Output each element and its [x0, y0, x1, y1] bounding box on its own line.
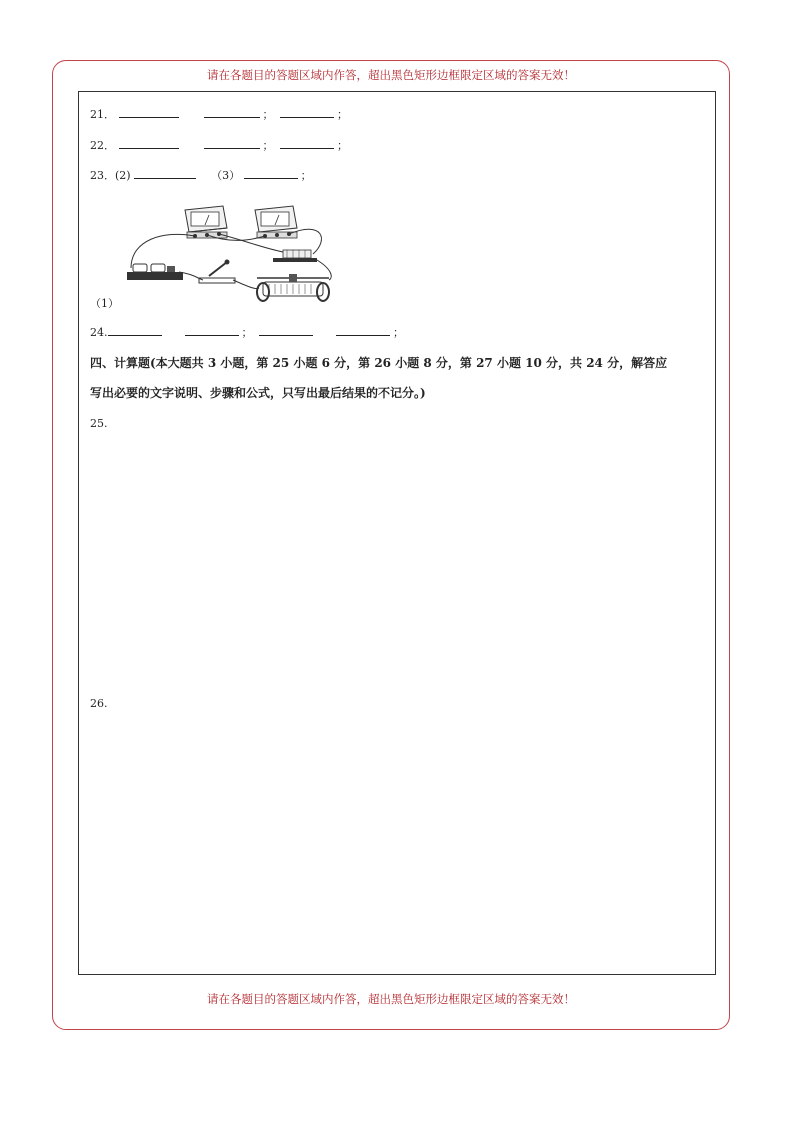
notice-bottom: 请在各题目的答题区域内作答，超出黑色矩形边框限定区域的答案无效！ — [207, 992, 575, 1006]
battery-icon — [127, 264, 183, 280]
question-24-number: 24. — [90, 326, 108, 339]
answer-21-blank-1[interactable] — [119, 107, 179, 118]
question-21-row — [90, 107, 351, 122]
section-4-instructions: 写出必要的文字说明、步骤和公式，只写出最后结果的不记分。) — [90, 386, 426, 400]
circuit-diagram — [123, 200, 343, 312]
question-26-label: 26. — [90, 697, 108, 710]
question-22-row — [90, 138, 351, 153]
answer-23-3-blank[interactable] — [244, 168, 298, 179]
question-24-row — [90, 325, 407, 340]
answer-21-blank-2[interactable] — [204, 107, 260, 118]
figure-label-1: （1） — [90, 297, 119, 310]
answer-24-blank-1[interactable] — [108, 325, 162, 336]
answer-21-blank-3[interactable] — [280, 107, 334, 118]
question-22-number: 22． — [90, 139, 115, 152]
section-4-heading: 四、计算题(本大题共 3 小题，第 25 小题 6 分，第 26 小题 8 分，第 27 小题 10 分，共 24 分，解答应 — [90, 356, 668, 370]
separator: ； — [337, 139, 348, 152]
answer-24-blank-3[interactable] — [259, 325, 313, 336]
answer-22-blank-3[interactable] — [280, 138, 334, 149]
question-21-number: 21． — [90, 108, 115, 121]
question-23-number: 23．(2) — [90, 169, 131, 182]
answer-25-area[interactable] — [90, 434, 700, 694]
answer-22-blank-2[interactable] — [204, 138, 260, 149]
separator: ； — [300, 169, 312, 182]
notice-top: 请在各题目的答题区域内作答，超出黑色矩形边框限定区域的答案无效！ — [207, 68, 575, 82]
question-23-part3-label: （3） — [211, 169, 241, 182]
answer-22-blank-1[interactable] — [119, 138, 179, 149]
question-25-label: 25. — [90, 417, 108, 430]
answer-24-blank-2[interactable] — [185, 325, 239, 336]
resistor-icon — [273, 250, 317, 262]
answer-23-2-blank[interactable] — [134, 168, 196, 179]
switch-icon — [199, 260, 235, 284]
separator: ； — [262, 139, 274, 152]
separator: ； — [262, 108, 274, 121]
separator: ； — [393, 326, 404, 339]
separator: ； — [337, 108, 348, 121]
separator: ； — [241, 326, 253, 339]
answer-box — [78, 91, 716, 975]
rheostat-icon — [257, 274, 329, 301]
question-23-row — [90, 168, 315, 183]
answer-24-blank-4[interactable] — [336, 325, 390, 336]
answer-26-area[interactable] — [90, 714, 700, 964]
ammeter-icon — [185, 206, 227, 238]
